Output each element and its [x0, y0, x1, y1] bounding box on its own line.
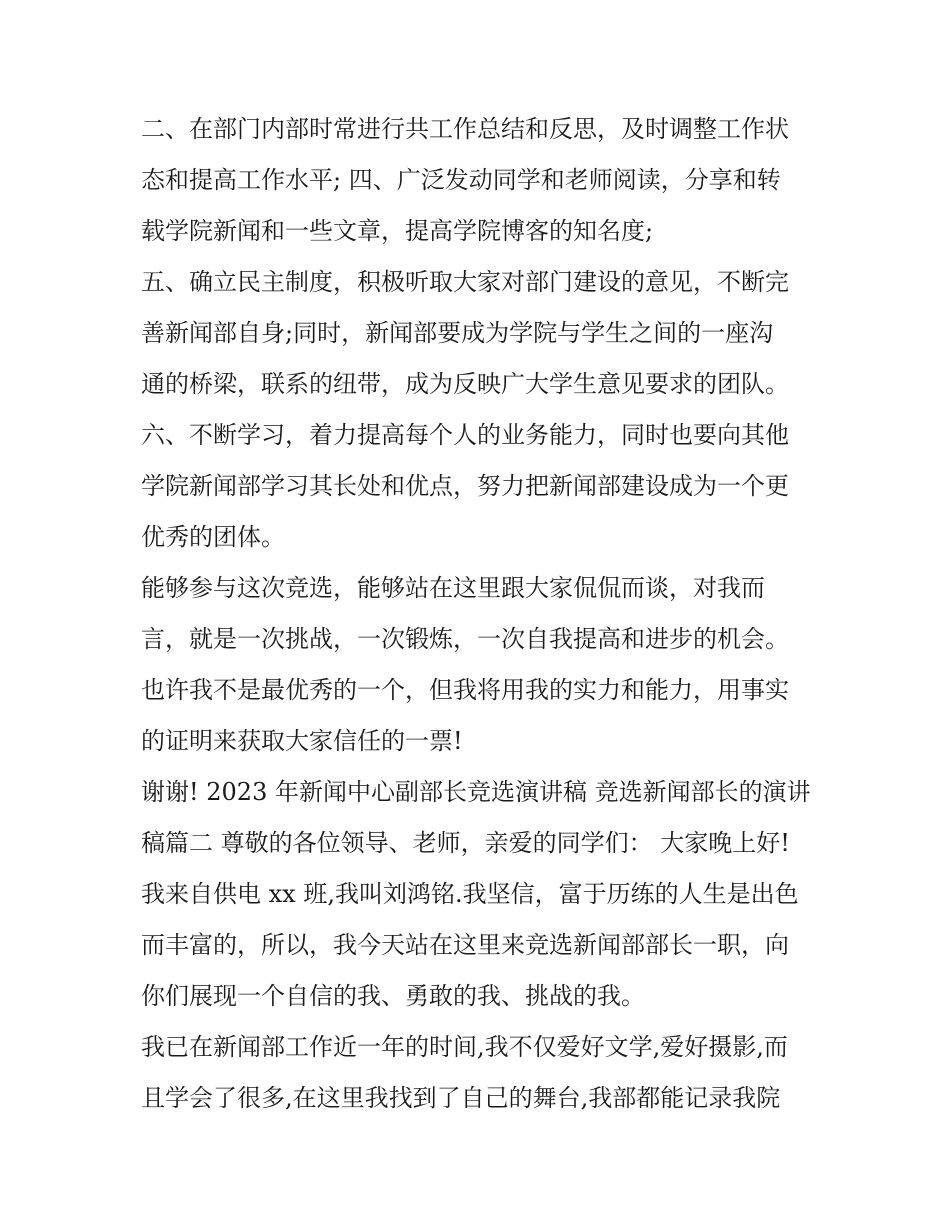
text-line: 优秀的团体。	[141, 523, 285, 551]
text-line: 能够参与这次竞选，能够站在这里跟大家侃侃而谈，对我而	[141, 574, 765, 602]
text-line: 我来自供电 xx 班,我叫刘鸿铭.我坚信，富于历练的人生是出色	[141, 880, 799, 908]
text-line: 善新闻部自身;同时，新闻部要成为学院与学生之间的一座沟	[141, 319, 774, 347]
text-line: 的证明来获取大家信任的一票!	[141, 727, 463, 755]
text-line: 载学院新闻和一些文章，提高学院博客的知名度;	[141, 217, 654, 245]
text-line: 言，就是一次挑战，一次锻炼，一次自我提高和进步的机会。	[141, 625, 789, 653]
text-line: 稿篇二 尊敬的各位领导、老师，亲爱的同学们： 大家晚上好!	[141, 829, 790, 857]
text-line: 你们展现一个自信的我、勇敢的我、挑战的我。	[141, 982, 645, 1010]
text-line: 五、确立民主制度，积极听取大家对部门建设的意见，不断完	[141, 268, 789, 296]
text-line: 学院新闻部学习其长处和优点，努力把新闻部建设成为一个更	[141, 472, 789, 500]
text-line: 而丰富的，所以，我今天站在这里来竞选新闻部部长一职，向	[141, 931, 789, 959]
text-line: 也许我不是最优秀的一个，但我将用我的实力和能力，用事实	[141, 676, 789, 704]
text-line: 态和提高工作水平; 四、广泛发动同学和老师阅读，分享和转	[141, 166, 781, 194]
text-line: 六、不断学习，着力提高每个人的业务能力，同时也要向其他	[141, 421, 789, 449]
text-line: 我已在新闻部工作近一年的时间,我不仅爱好文学,爱好摄影,而	[141, 1033, 788, 1061]
text-line: 谢谢! 2023 年新闻中心副部长竞选演讲稿 竞选新闻部长的演讲	[141, 778, 811, 806]
text-line: 通的桥梁，联系的纽带，成为反映广大学生意见要求的团队。	[141, 370, 789, 398]
text-line: 且学会了很多,在这里我找到了自己的舞台,我部都能记录我院	[141, 1084, 781, 1112]
text-line: 二、在部门内部时常进行共工作总结和反思，及时调整工作状	[141, 115, 789, 143]
body-text	[141, 110, 821, 1130]
